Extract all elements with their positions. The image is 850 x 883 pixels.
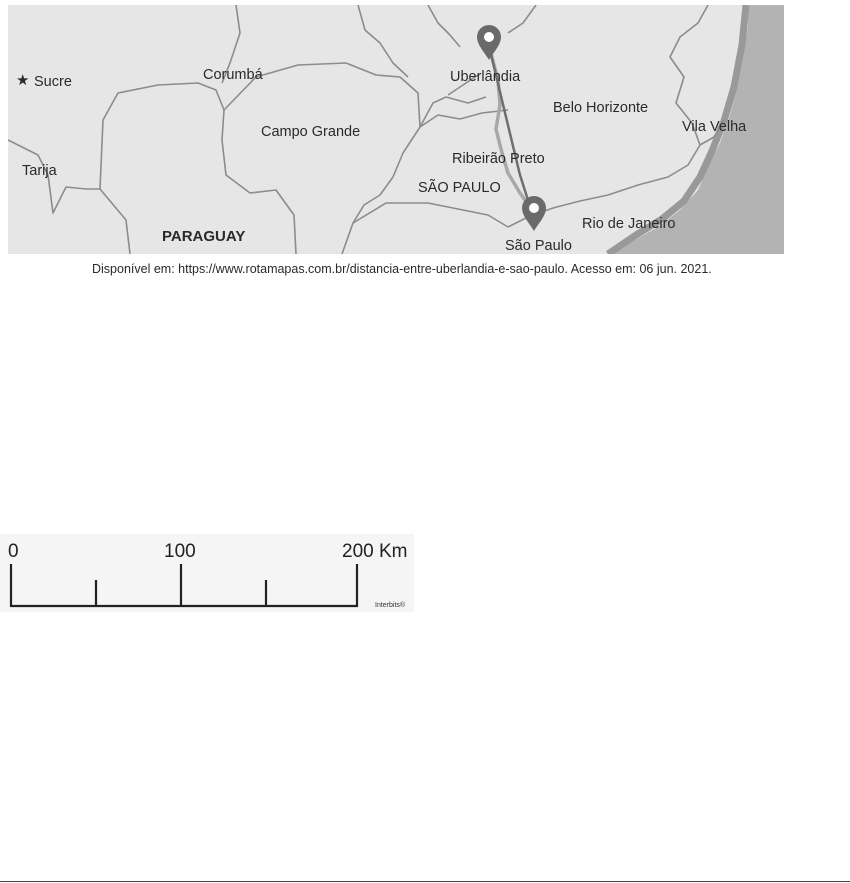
scale-label-hundred: 100 [164, 541, 196, 562]
scale-label-zero: 0 [8, 541, 19, 562]
scale-bar [0, 534, 420, 614]
city-label-vila-velha: Vila Velha [682, 119, 747, 135]
city-label-ribeirao-preto: Ribeirão Preto [452, 151, 545, 167]
bottom-divider [0, 881, 850, 882]
country-label-paraguay: PARAGUAY [162, 228, 246, 245]
map-canvas [8, 5, 784, 254]
region-label-sao-paulo-state: SÃO PAULO [418, 180, 501, 196]
scale-canvas [0, 534, 420, 614]
city-label-rio-de-janeiro: Rio de Janeiro [582, 216, 676, 232]
star-icon: ★ [16, 72, 30, 89]
city-label-belo-horizonte: Belo Horizonte [553, 100, 649, 116]
source-caption: Disponível em: https://www.rotamapas.com.br/distancia-entre-uberlandia-e-sao-paulo. Acesso em: 06 jun. 2021. [92, 262, 712, 276]
route-map [8, 5, 784, 254]
city-label-sucre: Sucre [34, 74, 72, 90]
city-label-corumba: Corumbá [203, 67, 263, 83]
scale-label-two-hundred: 200 Km [342, 541, 408, 562]
city-label-campo-grande: Campo Grande [261, 124, 361, 140]
interbits-credit: Interbits® [375, 602, 406, 609]
city-label-tarija: Tarija [22, 163, 57, 179]
city-label-sao-paulo: São Paulo [505, 238, 572, 254]
city-label-uberlandia: Uberlândia [450, 69, 521, 85]
